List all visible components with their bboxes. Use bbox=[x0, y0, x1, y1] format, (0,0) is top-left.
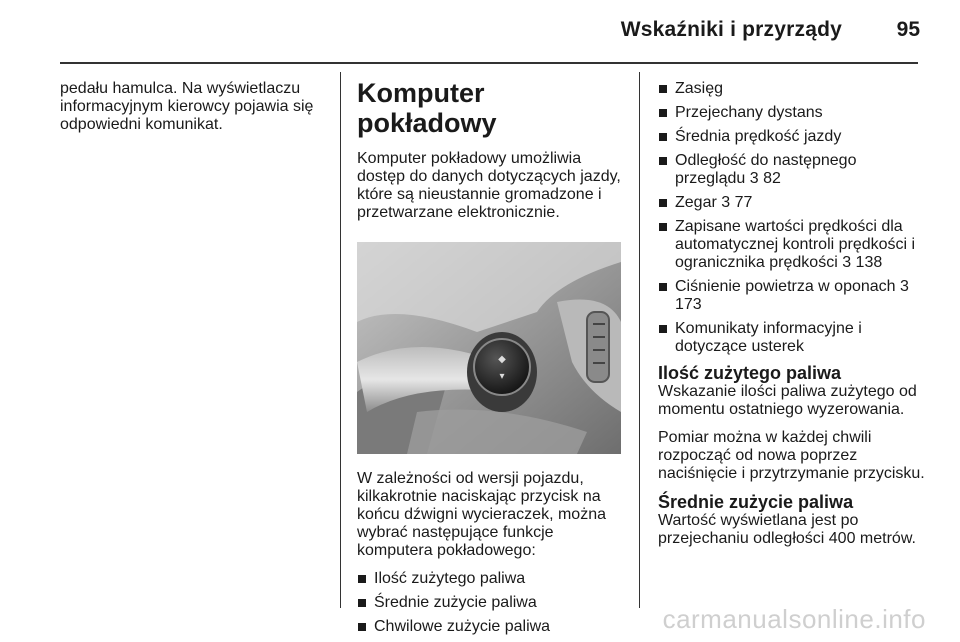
bullet-icon bbox=[659, 223, 667, 231]
column-divider-2 bbox=[639, 72, 640, 608]
subsection-paragraph: Pomiar można w każdej chwili rozpocząć od nowa poprzez naciśnięcie i przytrzymanie przycisku. bbox=[658, 429, 925, 482]
page-number: 95 bbox=[896, 18, 920, 41]
bullet-icon bbox=[659, 157, 667, 165]
bullet-icon bbox=[659, 85, 667, 93]
list-item: Chwilowe zużycie paliwa bbox=[357, 618, 629, 636]
column-3 bbox=[658, 80, 928, 558]
list-item: Ciśnienie powietrza w oponach 3 173 bbox=[658, 278, 928, 314]
column-2 bbox=[357, 80, 629, 642]
list-item: Średnia prędkość jazdy bbox=[658, 128, 928, 146]
svg-text:◆: ◆ bbox=[498, 354, 506, 365]
bullet-icon bbox=[358, 599, 366, 607]
list-item: Zapisane wartości prędkości dla automatycznej kontroli prędkości i ogranicznika prędkości 3 138 bbox=[658, 218, 928, 272]
bullet-icon bbox=[659, 325, 667, 333]
list-item: Przejechany dystans bbox=[658, 104, 928, 122]
bullet-icon bbox=[659, 133, 667, 141]
header-rule bbox=[60, 62, 918, 64]
column-1 bbox=[60, 80, 322, 144]
watermark: carmanualsonline.info bbox=[662, 604, 926, 634]
list-item: Zegar 3 77 bbox=[658, 194, 928, 212]
list-item: Komunikaty informacyjne i dotyczące usterek bbox=[658, 320, 928, 356]
wiper-stalk-photo bbox=[357, 242, 621, 454]
subsection-heading: Ilość zużytego paliwa bbox=[658, 363, 842, 383]
list-item: Średnie zużycie paliwa bbox=[357, 594, 629, 612]
continued-paragraph: pedału hamulca. Na wyświetlaczu informacyjnym kierowcy pojawia się odpowiedni komunikat. bbox=[60, 80, 314, 133]
subsection-paragraph: Wskazanie ilości paliwa zużytego od momentu ostatniego wyzerowania. bbox=[658, 383, 917, 418]
list-item: Ilość zużytego paliwa bbox=[357, 570, 629, 588]
svg-text:▾: ▾ bbox=[499, 371, 505, 382]
bullet-icon bbox=[659, 109, 667, 117]
column-divider-1 bbox=[340, 72, 341, 608]
bullet-icon bbox=[659, 283, 667, 291]
section-heading: Komputer pokładowy bbox=[357, 78, 497, 138]
subsection-heading: Średnie zużycie paliwa bbox=[658, 492, 854, 512]
list-item: Zasięg bbox=[658, 80, 928, 98]
bullet-icon bbox=[358, 575, 366, 583]
page-title: Wskaźniki i przyrządy bbox=[620, 18, 842, 41]
subsection-paragraph: Wartość wyświetlana jest po przejechaniu odległości 400 metrów. bbox=[658, 512, 916, 547]
bullet-icon bbox=[659, 199, 667, 207]
function-list bbox=[357, 570, 629, 636]
bullet-icon bbox=[358, 623, 366, 631]
body-paragraph: W zależności od wersji pojazdu, kilkakrotnie naciskając przycisk na końcu dźwigni wycieraczek, można wybrać następujące funkcje komputera pokładowego: bbox=[357, 470, 606, 559]
list-item: Odległość do następnego przeglądu 3 82 bbox=[658, 152, 928, 188]
intro-paragraph: Komputer pokładowy umożliwia dostęp do danych dotyczących jazdy, które są nieustannie gromadzone i przetwarzane elektronicznie. bbox=[357, 150, 621, 221]
function-list-continued bbox=[658, 80, 928, 356]
page-header bbox=[0, 18, 960, 48]
